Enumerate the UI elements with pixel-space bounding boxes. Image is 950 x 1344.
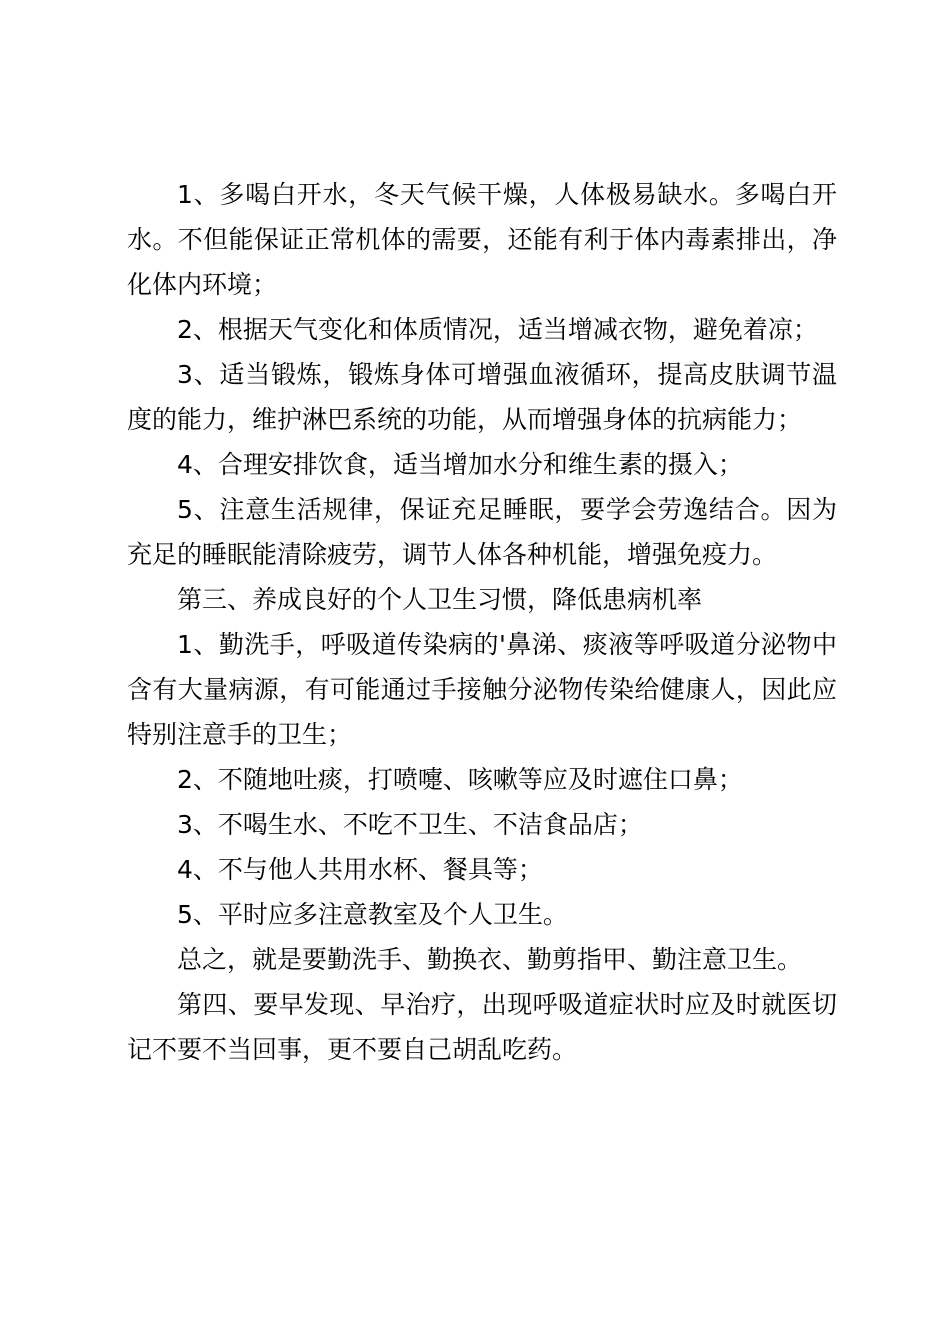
paragraph-summary: 总之，就是要勤洗手、勤换衣、勤剪指甲、勤注意卫生。	[177, 945, 803, 974]
paragraph-classroom-hygiene: 5、平时应多注意教室及个人卫生。	[177, 900, 568, 929]
paragraph-no-sharing: 4、不与他人共用水杯、餐具等；	[177, 855, 543, 884]
paragraph-no-raw-water: 3、不喝生水、不吃不卫生、不洁食品店；	[177, 810, 643, 839]
paragraph-exercise: 3、适当锻炼，锻炼身体可增强血液循环，提高皮肤调节温度的能力，维护淋巴系统的功能，从而增强身体的抗病能力；	[127, 360, 837, 434]
paragraph-diet: 4、合理安排饮食，适当增加水分和维生素的摄入；	[177, 450, 743, 479]
document-body	[127, 172, 837, 1072]
paragraph-sleep: 5、注意生活规律，保证充足睡眠，要学会劳逸结合。因为充足的睡眠能清除疲劳，调节人体各种机能，增强免疫力。	[127, 495, 837, 569]
paragraph-no-spitting: 2、不随地吐痰，打喷嚏、咳嗽等应及时遮住口鼻；	[177, 765, 743, 794]
section-heading-hygiene: 第三、养成良好的个人卫生习惯，降低患病机率	[177, 585, 703, 614]
paragraph-clothing: 2、根据天气变化和体质情况，适当增减衣物，避免着凉；	[177, 315, 818, 344]
paragraph-wash-hands: 1、勤洗手，呼吸道传染病的'鼻涕、痰液等呼吸道分泌物中含有大量病源，有可能通过手接触分泌物传染给健康人，因此应特别注意手的卫生；	[127, 630, 837, 749]
section-heading-early-treatment: 第四、要早发现、早治疗，出现呼吸道症状时应及时就医切记不要不当回事，更不要自己胡乱吃药。	[127, 990, 837, 1064]
paragraph-drink-water: 1、多喝白开水，冬天气候干燥，人体极易缺水。多喝白开水。不但能保证正常机体的需要，还能有利于体内毒素排出，净化体内环境；	[127, 180, 837, 299]
